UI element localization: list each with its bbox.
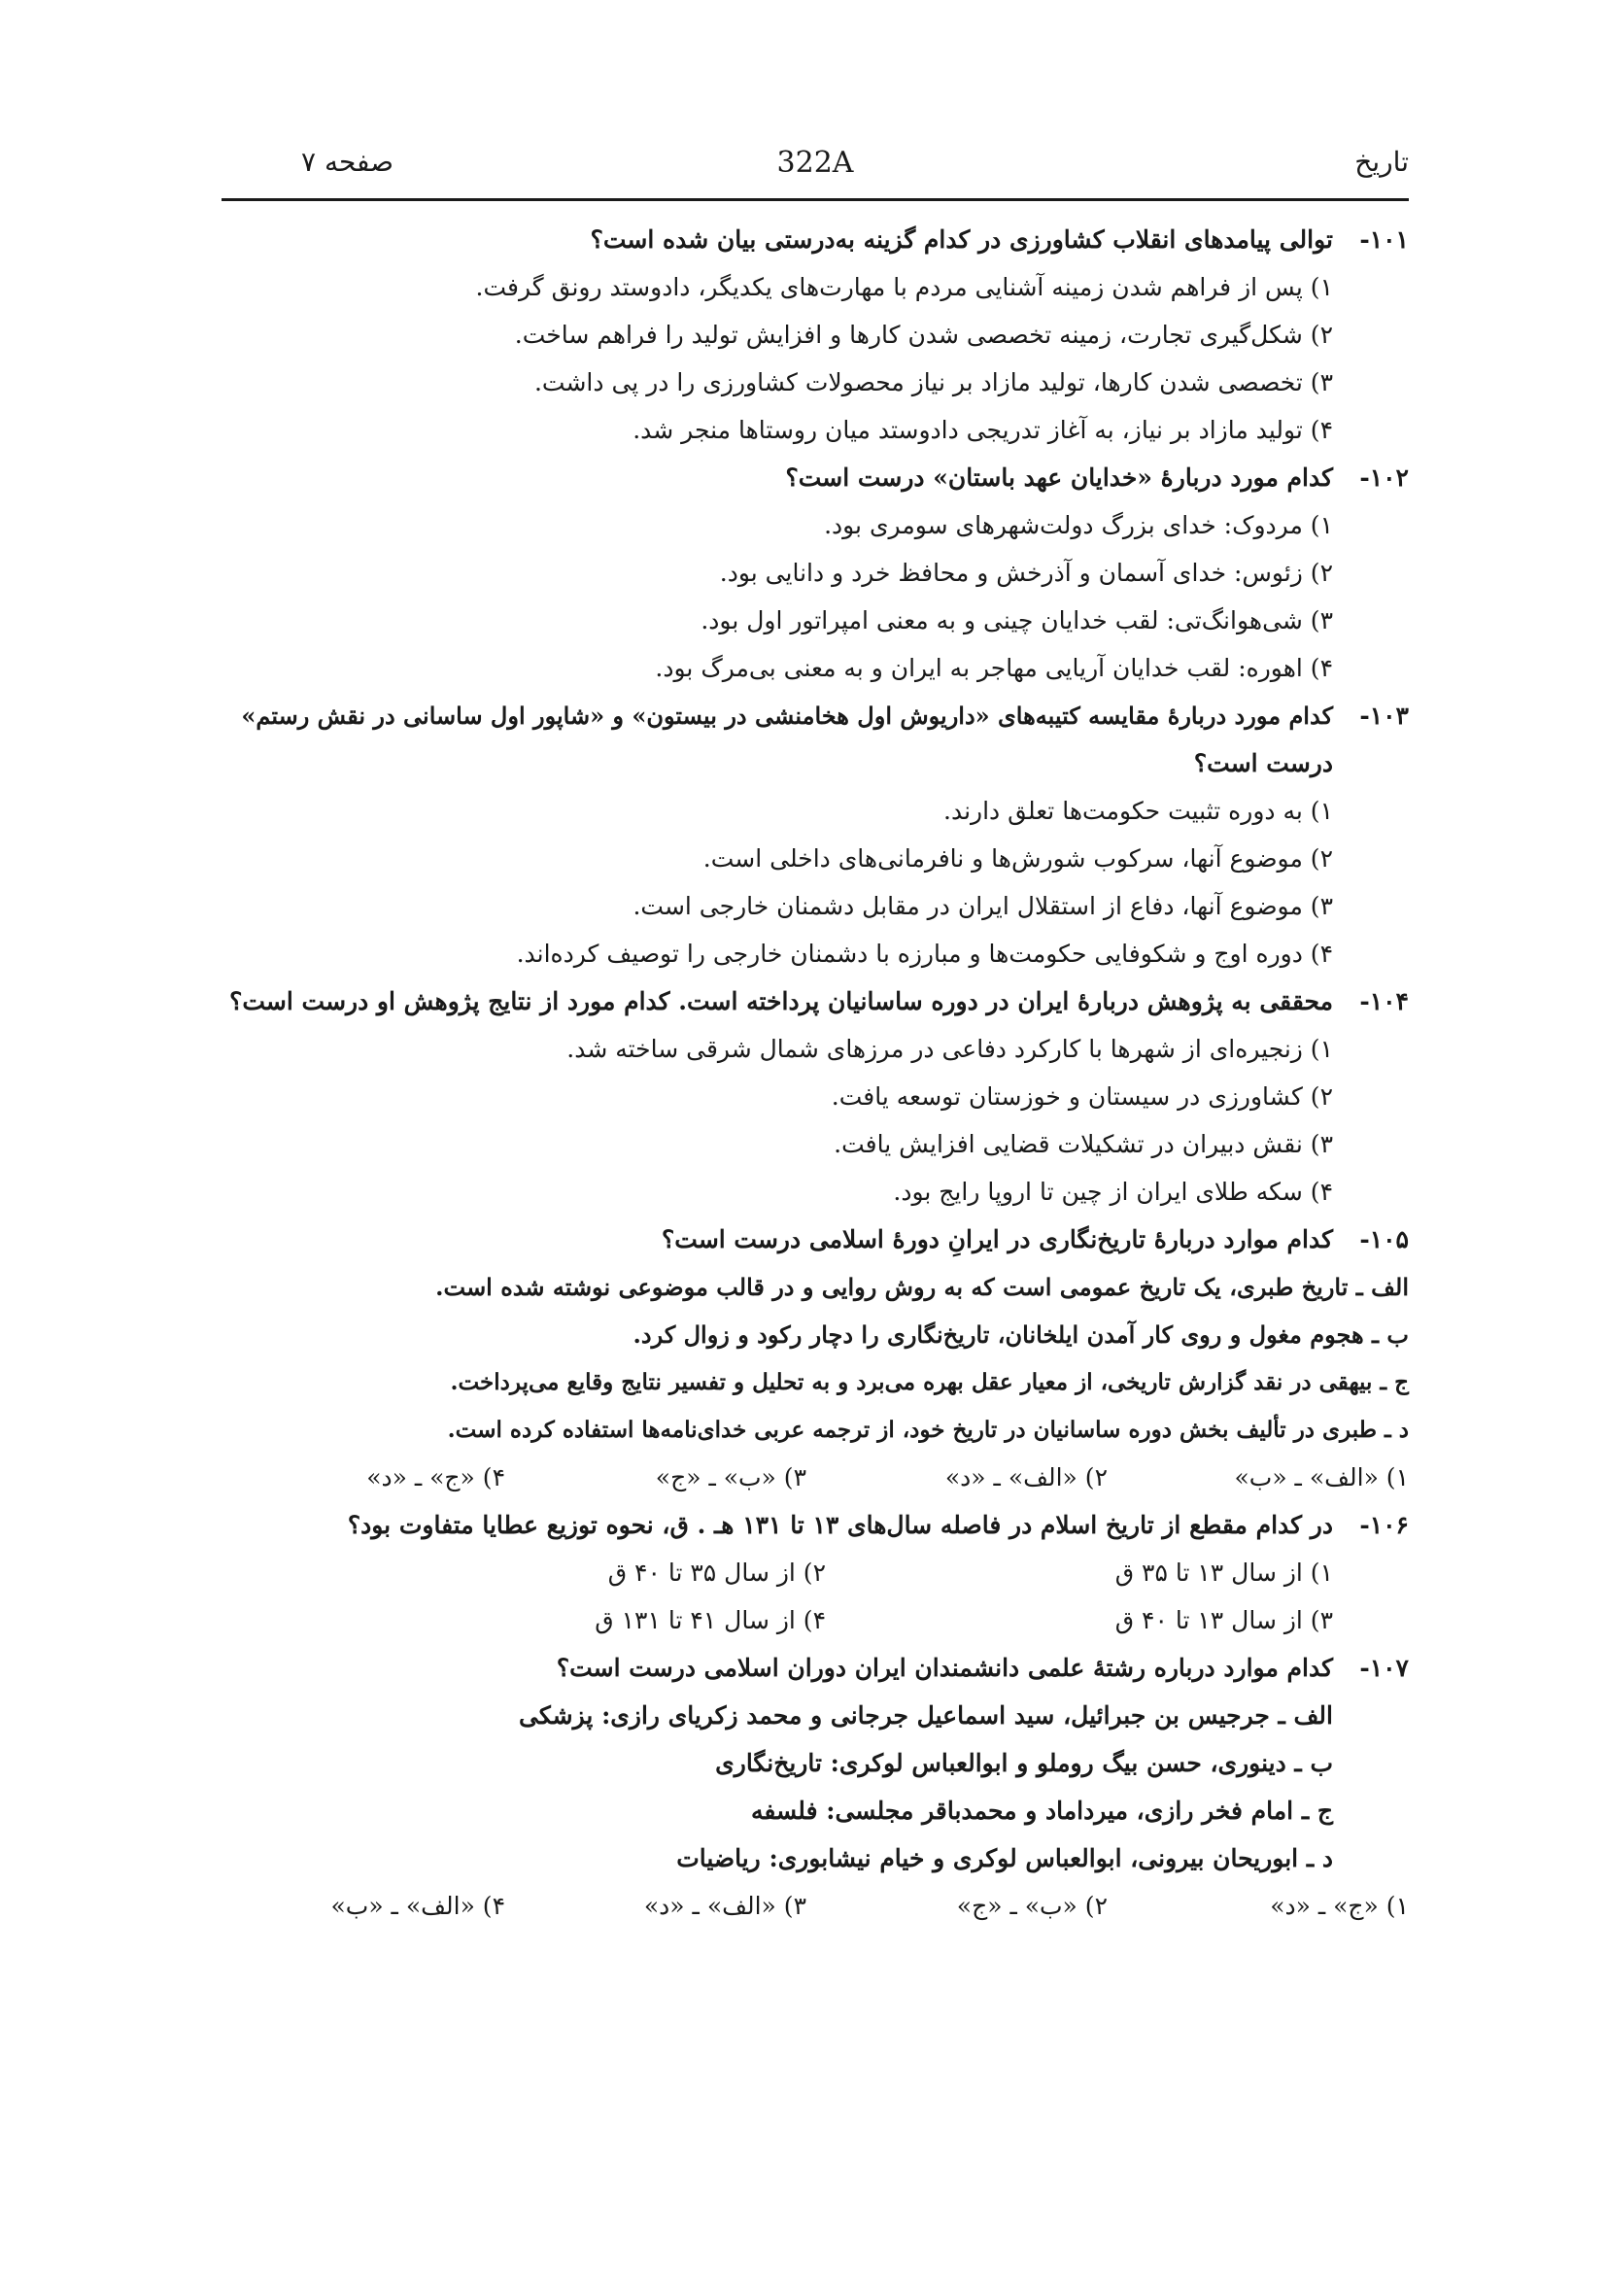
question-number: ۱۰۱- [1359,225,1409,254]
question-number: ۱۰۶- [1359,1511,1409,1539]
question-text: محققی به پژوهش دربارهٔ ایران در دوره ساسانیان پرداخته است. کدام مورد از نتایج پژوهش او درست است؟ [229,987,1333,1015]
option: ۴) از سال ۴۱ تا ۱۳۱ ق [595,1606,826,1634]
option: ۴) سکه طلای ایران از چین تا اروپا رایج بود. [893,1178,1333,1206]
statement: الف ـ جرجیس بن جبرائیل، سید اسماعیل جرجانی و محمد زکریای رازی: پزشکی [519,1701,1333,1730]
question-text: توالی پیامدهای انقلاب کشاورزی در کدام گزینه به‌درستی بیان شده است؟ [590,225,1333,254]
question-107 [194,1644,1409,1930]
statement: د ـ ابوریحان بیرونی، ابوالعباس لوکری و خیام نیشابوری: ریاضیات [676,1844,1333,1872]
option: ۳) موضوع آنها، دفاع از استقلال ایران در مقابل دشمنان خارجی است. [633,892,1333,920]
option: ۲) شکل‌گیری تجارت، زمینه تخصصی شدن کارها و افزایش تولید را فراهم ساخت. [514,321,1333,349]
answer-options-row-2 [194,1596,1409,1644]
question-text: کدام موارد دربارهٔ تاریخ‌نگاری در ایرانِ دورهٔ اسلامی درست است؟ [662,1225,1333,1253]
option: ۲) زئوس: خدای آسمان و آذرخش و محافظ خرد و دانایی بود. [719,559,1333,587]
option: ۱) به دوره تثبیت حکومت‌ها تعلق دارند. [943,797,1333,825]
statement: الف ـ تاریخ طبری، یک تاریخ عمومی است که به روش روایی و در قالب موضوعی نوشته شده است. [435,1273,1409,1301]
question-102 [194,454,1409,692]
question-text: کدام مورد دربارهٔ «خدایان عهد باستان» درست است؟ [785,463,1333,492]
statement: ب ـ دینوری، حسن بیگ روملو و ابوالعباس لوکری: تاریخ‌نگاری [715,1749,1333,1777]
statement: ب ـ هجوم مغول و روی کار آمدن ایلخانان، تاریخ‌نگاری را دچار رکود و زوال کرد. [633,1320,1409,1349]
option: ۲) «ب» ـ «ج» [956,1892,1108,1920]
question-number: ۱۰۴- [1359,987,1409,1015]
question-text-continued: درست است؟ [1193,749,1333,777]
option: ۴) دوره اوج و شکوفایی حکومت‌ها و مبارزه با دشمنان خارجی را توصیف کرده‌اند. [516,940,1333,968]
booklet-code: 322A [776,146,854,180]
question-number: ۱۰۵- [1359,1225,1409,1253]
option: ۱) از سال ۱۳ تا ۳۵ ق [1114,1559,1333,1587]
question-text: کدام موارد درباره رشتهٔ علمی دانشمندان ایران دوران اسلامی درست است؟ [556,1654,1333,1682]
option: ۴) «الف» ـ «ب» [330,1892,505,1920]
page-header [222,146,1409,194]
questions-list [194,216,1409,1930]
option: ۲) کشاورزی در سیستان و خوزستان توسعه یافت. [831,1082,1333,1111]
question-104 [194,977,1409,1216]
subject-title: تاریخ [1354,146,1409,178]
option: ۲) موضوع آنها، سرکوب شورش‌ها و نافرمانی‌های داخلی است. [702,844,1333,873]
statement: ج ـ امام فخر رازی، میرداماد و محمدباقر مجلسی: فلسفه [750,1797,1333,1825]
question-text: کدام مورد دربارهٔ مقایسه کتیبه‌های «داریوش اول هخامنشی در بیستون» و «شاپور اول ساسانی در نقش رستم» [241,702,1333,730]
question-101 [194,216,1409,454]
option: ۳) «الف» ـ «د» [643,1892,806,1920]
option: ۳) تخصصی شدن کارها، تولید مازاد بر نیاز محصولات کشاورزی را در پی داشت. [533,368,1333,396]
option: ۳) از سال ۱۳ تا ۴۰ ق [1114,1606,1333,1634]
answer-options [194,1882,1409,1930]
header-divider [222,198,1409,201]
option: ۴) اهوره: لقب خدایان آریایی مهاجر به ایران و به معنی بی‌مرگ بود. [655,654,1333,682]
question-105 [194,1216,1409,1501]
option: ۳) شی‌هوانگ‌تی: لقب خدایان چینی و به معنی امپراتور اول بود. [701,606,1333,634]
option: ۳) «ب» ـ «ج» [655,1463,806,1491]
question-number: ۱۰۷- [1359,1654,1409,1682]
option: ۱) زنجیره‌ای از شهرها با کارکرد دفاعی در مرزهای شمال شرقی ساخته شد. [566,1035,1333,1063]
question-number: ۱۰۲- [1359,463,1409,492]
statement: د ـ طبری در تألیف بخش دوره ساسانیان در تاریخ خود، از ترجمه عربی خدای‌نامه‌ها استفاده کرده است. [447,1417,1409,1443]
option: ۱) مردوک: خدای بزرگ دولت‌شهرهای سومری بود. [824,511,1333,539]
option: ۴) تولید مازاد بر نیاز، به آغاز تدریجی دادوستد میان روستاها منجر شد. [633,416,1333,444]
option: ۱) «ج» ـ «د» [1270,1892,1409,1920]
question-number: ۱۰۳- [1359,702,1409,730]
option: ۴) «ج» ـ «د» [366,1463,505,1491]
option: ۲) از سال ۳۵ تا ۴۰ ق [607,1559,826,1587]
question-text: در کدام مقطع از تاریخ اسلام در فاصله سال‌های ۱۳ تا ۱۳۱ هـ . ق، نحوه توزیع عطایا متفاوت بود؟ [347,1511,1333,1539]
answer-options [194,1454,1409,1501]
page-number: صفحه ۷ [301,146,393,178]
statement: ج ـ بیهقی در نقد گزارش تاریخی، از معیار عقل بهره می‌برد و به تحلیل و تفسیر نتایج وقایع می‌پرداخت. [450,1369,1409,1395]
question-103 [194,692,1409,977]
question-106 [194,1501,1409,1644]
option: ۱) «الف» ـ «ب» [1234,1463,1409,1491]
answer-options-row-1 [194,1549,1409,1596]
option: ۳) نقش دبیران در تشکیلات قضایی افزایش یافت. [834,1130,1333,1158]
option: ۱) پس از فراهم شدن زمینه آشنایی مردم با مهارت‌های یکدیگر، دادوستد رونق گرفت. [475,273,1333,301]
option: ۲) «الف» ـ «د» [944,1463,1108,1491]
